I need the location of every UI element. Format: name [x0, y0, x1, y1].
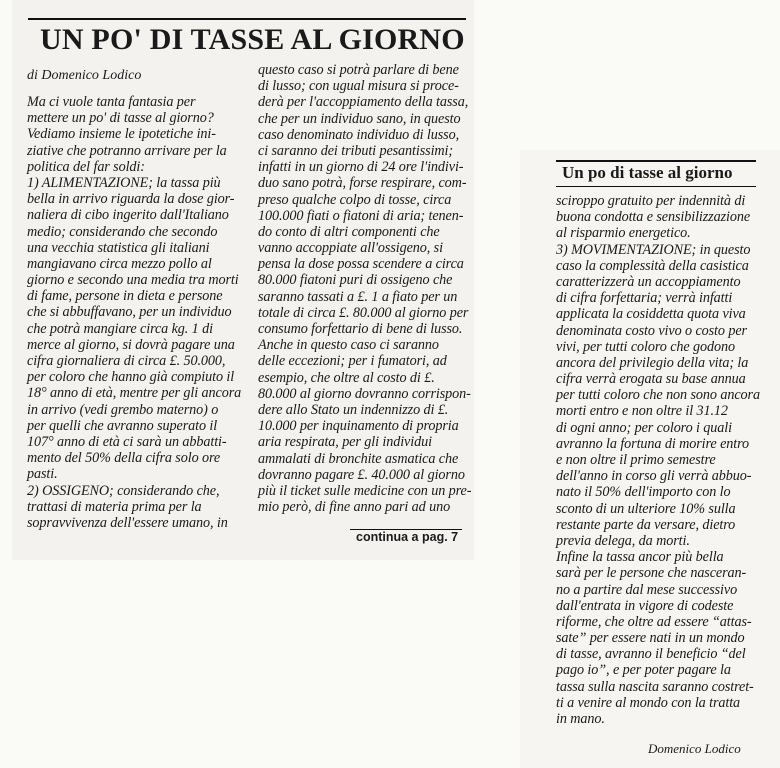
text-line: derà per l'accoppiamento della tassa,: [258, 94, 469, 111]
text-line: dell'anno in corso gli verrà abbuo-: [556, 468, 752, 485]
text-line: 80.000 fiatoni puri di ossigeno che: [258, 272, 453, 289]
text-line: di lusso; con ugual misura si proce-: [258, 78, 459, 95]
text-line: pago io”, e per poter pagare la: [556, 662, 731, 679]
text-line: sate” per essere nati in un mondo: [556, 630, 745, 647]
text-line: sciroppo gratuito per indennità di: [556, 193, 746, 209]
text-line: aria respirata, per gli individui: [258, 434, 432, 451]
text-line: 10.000 per inquinamento di propria: [258, 418, 459, 435]
continued-article-title: Un po di tasse al giorno: [562, 163, 733, 182]
text-line: questo caso si potrà parlare di bene: [258, 62, 459, 78]
text-line: denominata costo vivo o costo per: [556, 322, 747, 339]
text-line: buona condotta e sensibilizzazione: [556, 209, 751, 226]
text-line: caso la complessità della casistica: [556, 257, 749, 274]
text-line: sopravvivenza dell'essere umano, in: [27, 514, 228, 531]
title-top-rule: [28, 18, 466, 20]
text-line: di cifra forfettaria; verrà infatti: [556, 290, 733, 307]
text-line: vanno accoppiate all'ossigeno, si: [258, 240, 443, 257]
text-line: mio però, di fine anno pari ad uno: [258, 499, 451, 516]
text-line: dovranno pagare £. 40.000 al giorno: [258, 466, 465, 483]
text-line: che potrà mangiare circa kg. 1 di: [27, 320, 213, 337]
text-line: no a partire dal mese successivo: [556, 581, 738, 598]
text-line: esempio, che oltre al costo di £.: [258, 369, 435, 386]
text-line: al risparmio energetico.: [556, 225, 691, 242]
text-line: più il ticket sulle medicine con un pre-: [258, 482, 472, 499]
text-line: cifra verrà erogata su base annua: [556, 371, 746, 388]
text-line: di tasse, avranno il beneficio “del: [556, 646, 746, 663]
text-line: mettere un po' di tasse al giorno?: [27, 110, 214, 127]
text-line: saranno tassati a £. 1 a fiato per un: [258, 288, 458, 305]
text-line: riforme, che oltre ad essere “attas-: [556, 613, 752, 630]
text-line: 2) OSSIGENO; considerando che,: [27, 482, 220, 499]
text-line: 18° anno di età, mentre per gli ancora: [27, 385, 242, 402]
text-line: Vediamo insieme le ipotetiche ini-: [27, 126, 216, 143]
text-line: Infine la tassa ancor più bella: [556, 549, 724, 566]
text-line: 80.000 al giorno dovranno corrispon-: [258, 385, 471, 402]
text-line: per quelli che avranno superato il: [27, 417, 218, 434]
text-line: nato il 50% dell'importo con lo: [556, 484, 731, 501]
text-line: caso denominato individuo di lusso,: [258, 126, 460, 143]
text-line: bella in arrivo riguarda la dose gior-: [27, 191, 235, 208]
text-line: preso qualche colpo di tosse, circa: [258, 191, 452, 208]
text-line: per tutti coloro che non sono ancora: [556, 387, 760, 404]
main-article-title: UN PO' DI TASSE AL GIORNO: [40, 23, 465, 56]
text-line: totale di circa £. 80.000 al giorno per: [258, 304, 469, 321]
text-line: sconto di un ulteriore 10% sulla: [556, 500, 736, 517]
text-line: in arrivo (vedi grembo materno) o: [27, 401, 219, 418]
author-signature: Domenico Lodico: [648, 741, 741, 756]
text-line: 1) ALIMENTAZIONE; la tassa più: [27, 174, 221, 191]
text-line: di fame, persone in dieta e persone: [27, 288, 223, 305]
text-line: in mano.: [556, 711, 605, 727]
text-line: ziative che potranno arrivare per la: [27, 142, 227, 159]
continued-on-page-note: continua a pag. 7: [356, 530, 459, 544]
text-line: medio; considerando che secondo: [27, 223, 218, 240]
text-line: sarà per le persone che nasceran-: [556, 565, 747, 582]
text-line: Anche in questo caso ci saranno: [258, 337, 439, 354]
article-column-1: [27, 94, 242, 531]
text-line: dall'entrata in vigore di codeste: [556, 597, 734, 614]
text-line: ammalati di bronchite asmatica che: [258, 450, 459, 467]
text-line: caratterizzerà un accoppiamento: [556, 273, 741, 290]
continued-underline: [350, 529, 462, 530]
text-line: pasti.: [27, 466, 58, 483]
text-line: giorno e secondo una media tra morti: [27, 272, 239, 289]
text-line: mento del 50% della cifra solo ore: [27, 450, 221, 467]
text-line: vivi, per tutti coloro che godono: [556, 338, 735, 355]
text-line: per coloro che hanno già compiuto il: [27, 369, 235, 386]
text-line: delle eccezioni; per i fumatori, ad: [258, 353, 447, 370]
text-line: previa delega, da morti.: [556, 532, 690, 549]
text-line: merce al giorno, si dovrà pagare una: [27, 336, 235, 353]
text-line: cifra giornaliera di circa £. 50.000,: [27, 353, 226, 369]
text-line: politica del far soldi:: [27, 158, 145, 175]
text-line: ancora del privilegio della vita; la: [556, 354, 749, 371]
text-line: avranno la fortuna di morire entro: [556, 435, 749, 452]
text-line: infatti in un giorno di 24 ore l'indivi-: [258, 159, 464, 176]
text-line: e non oltre il primo semestre: [556, 452, 716, 468]
text-line: tassa sulla nascita saranno costret-: [556, 678, 754, 695]
text-line: mangiavano circa mezzo pollo al: [27, 255, 212, 272]
side-title-bottom-rule: [556, 186, 756, 187]
text-line: ci saranno dei tributi pesantissimi;: [258, 142, 454, 159]
text-line: dere allo Stato un indennizzo di £.: [258, 401, 449, 418]
text-line: 107° anno di età ci sarà un abbatti-: [27, 433, 227, 450]
text-line: naliera di cibo ingerito dall'Italiano: [27, 207, 229, 224]
text-line: applicata la cosiddetta quota viva: [556, 306, 746, 323]
text-line: restante parte da versare, dietro: [556, 516, 736, 533]
text-line: trattasi di materia prima per la: [27, 498, 202, 515]
text-line: pensa la dose possa scendere a circa: [258, 256, 464, 273]
text-line: do conto di altri componenti che: [258, 223, 440, 240]
text-line: di ogni anno; per coloro i quali: [556, 419, 732, 436]
continued-article-column: [556, 193, 768, 727]
text-line: 3) MOVIMENTAZIONE; in questo: [556, 241, 751, 258]
side-title-top-rule: [556, 160, 756, 162]
text-line: che per un individuo sano, in questo: [258, 110, 461, 127]
article-column-2: [258, 62, 472, 516]
byline: di Domenico Lodico: [27, 68, 142, 83]
text-line: consumo forfettario di bene di lusso.: [258, 321, 463, 337]
text-line: duo sano potrà, forse respirare, com-: [258, 175, 467, 192]
text-line: che si abbuffavano, per un individuo: [27, 304, 232, 321]
text-line: Ma ci vuole tanta fantasia per: [27, 94, 196, 110]
text-line: 100.000 fiati o fiatoni di aria; tenen-: [258, 207, 464, 224]
text-line: ti a venire al mondo con la tratta: [556, 694, 741, 711]
text-line: una vecchia statistica gli italiani: [27, 239, 210, 256]
text-line: morti entro e non oltre il 31.12: [556, 403, 728, 420]
